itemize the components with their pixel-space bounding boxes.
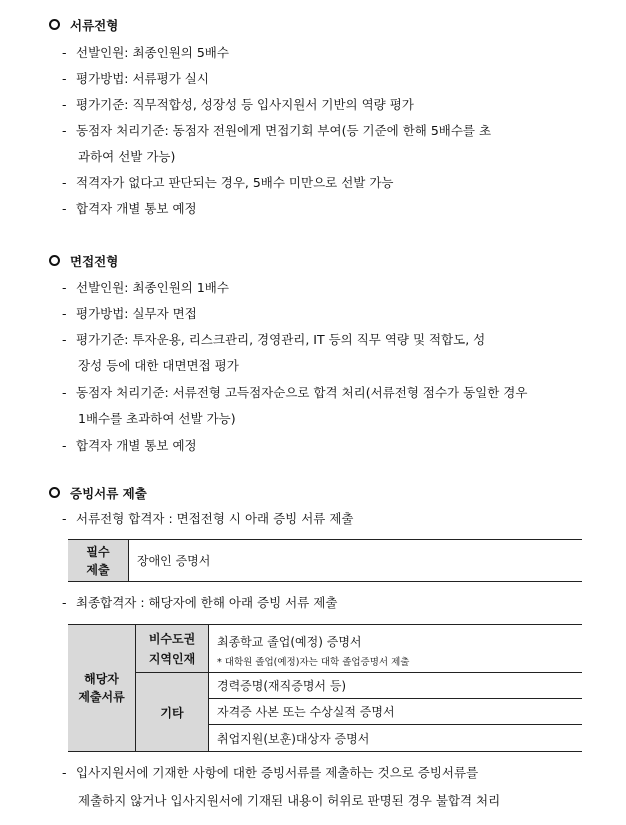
list-item: - 합격자 개별 통보 예정 (62, 438, 197, 453)
list-item: - 최종합격자 : 해당자에 한해 아래 증빙 서류 제출 (62, 595, 338, 610)
list-item: - 평가기준: 직무적합성, 성장성 등 입사지원서 기반의 역량 평가 (62, 97, 414, 112)
section-bullet-icon (49, 487, 60, 498)
table-cell: 자격증 사본 또는 수상실적 증명서 (209, 699, 583, 725)
table-cell: 최종학교 졸업(예정) 증명서 * 대학원 졸업(예정)자는 대학 졸업증명서 제출 (209, 625, 583, 673)
table-group-header: 해당자 제출서류 (68, 625, 136, 752)
list-item: - 서류전형 합격자 : 면접전형 시 아래 증빙 서류 제출 (62, 511, 354, 526)
list-item: - 선발인원: 최종인원의 1배수 (62, 280, 229, 295)
section-title-3: 증빙서류 제출 (70, 486, 147, 501)
list-item: - 동점자 처리기준: 동점자 전원에게 면접기회 부여(등 기준에 한해 5배수를 초 (62, 123, 492, 138)
table-header-cell: 필수 제출 (68, 540, 129, 582)
list-item: - 선발인원: 최종인원의 5배수 (62, 45, 229, 60)
table-cell: 장애인 증명서 (129, 540, 583, 582)
list-item: - 평가기준: 투자운용, 리스크관리, 경영관리, IT 등의 직무 역량 및 적합도, 성 (62, 332, 486, 347)
final-documents-table (68, 624, 582, 752)
list-item: - 평가방법: 서류평가 실시 (62, 71, 209, 86)
required-documents-table (68, 539, 582, 582)
list-item: - 평가방법: 실무자 면접 (62, 306, 197, 321)
list-item-continuation: 제출하지 않거나 입사지원서에 기재된 내용이 허위로 판명된 경우 불합격 처리 (78, 793, 501, 808)
table-cell: 경력증명(재직증명서 등) (209, 673, 583, 699)
table-category-cell: 비수도권 지역인재 (136, 625, 209, 673)
section-bullet-icon (49, 19, 60, 30)
list-item: - 동점자 처리기준: 서류전형 고득점자순으로 합격 처리(서류전형 점수가 동일한 경우 (62, 385, 528, 400)
list-item-continuation: 장성 등에 대한 대면면접 평가 (78, 358, 239, 373)
list-item: - 적격자가 없다고 판단되는 경우, 5배수 미만으로 선발 가능 (62, 175, 394, 190)
table-note: * 대학원 졸업(예정)자는 대학 졸업증명서 제출 (217, 657, 410, 668)
table-cell: 취업지원(보훈)대상자 증명서 (209, 725, 583, 752)
table-category-cell: 기타 (136, 673, 209, 752)
list-item: - 입사지원서에 기재한 사항에 대한 증빙서류를 제출하는 것으로 증빙서류를 (62, 765, 479, 780)
section-bullet-icon (49, 255, 60, 266)
section-title-2: 면접전형 (70, 254, 119, 269)
list-item: - 합격자 개별 통보 예정 (62, 201, 197, 216)
list-item-continuation: 과하여 선발 가능) (78, 149, 176, 164)
section-title-1: 서류전형 (70, 18, 119, 33)
list-item-continuation: 1배수를 초과하여 선발 가능) (78, 411, 236, 426)
